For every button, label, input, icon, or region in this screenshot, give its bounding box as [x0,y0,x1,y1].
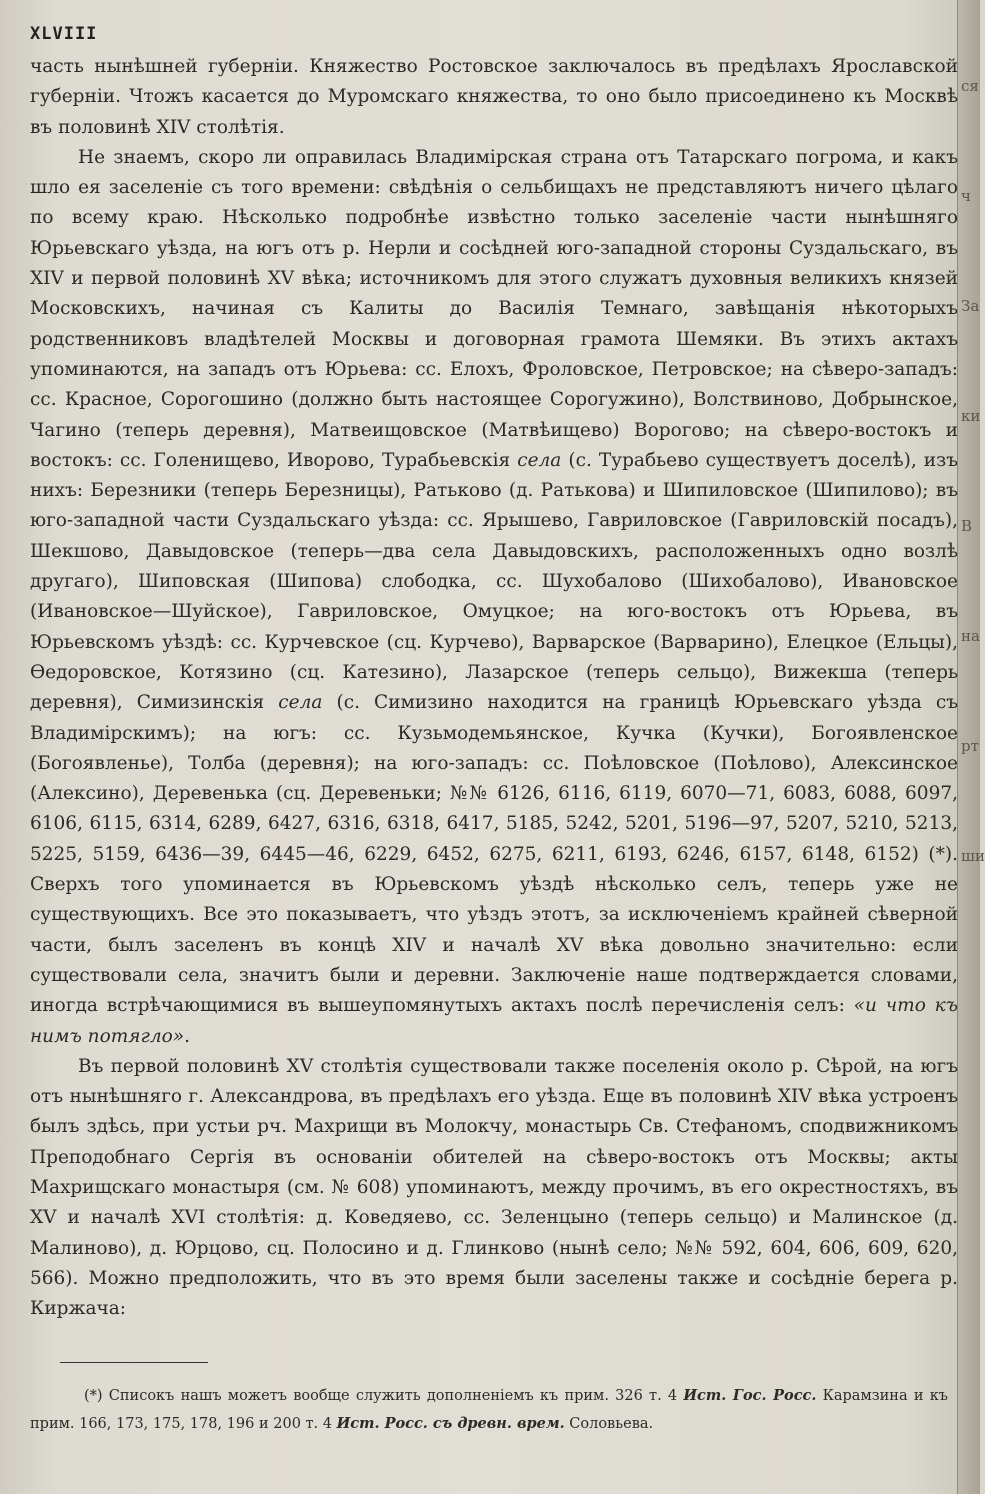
paragraph-seraya-river: Въ первой половинѣ XV столѣтія существовали также поселенія около р. Сѣрой, на югъ отъ нынѣшняго г. Александрова, въ предѣлахъ его уѣзда. Еще въ половинѣ XIV вѣка устроенъ былъ здѣсь, при устьи рч. Махрищи въ Молокчу, монастырь Св. Стефаномъ, сподвижникомъ Преподобнаго Сергія въ основаніи обителей на сѣверо-востокъ отъ Москвы; акты Махрищскаго монастыря (см. № 608) упоминаютъ, между прочимъ, въ его окрестностяхъ, въ XV и началѣ XVI столѣтія: д. Коведяево, сс. Зеленцыно (теперь сельцо) и Малинское (д. Малиново), д. Юрцово, сц. Полосино и д. Глинково (нынѣ село; №№ 592, 604, 606, 609, 620, 566). Можно предположить, что въ это время были заселены также и сосѣдніе берега р. Киржача: [30,1055,958,1320]
paragraph-text: Не знаемъ, скоро ли оправилась Владимірская страна отъ Татарскаго погрома, и какъ шло ея заселеніе съ того времени: свѣдѣнія о сельбищахъ не представляютъ ничего цѣлаго по всему краю. Нѣсколько подробнѣе извѣстно только заселеніе части нынѣшняго Юрьевскаго уѣзда, на югъ отъ р. Нерли и сосѣдней юго-западной стороны Суздальскаго, въ XIV и первой половинѣ XV вѣка; источникомъ для этого служатъ духовныя великихъ князей Московскихъ, начиная съ Калиты до Василія Темнаго, завѣщанія нѣкоторыхъ родственниковъ владѣтелей Москвы и договорная грамота Шемяки. Въ этихъ актахъ упоминаются, на западъ отъ Юрьева: сс. Елохъ, Фроловское, Петровское; на сѣверо-западъ: сс. Красное, Сорогошино (должно быть настоящее Сорогужино), Волствиново, Добрынское, Чагино (теперь деревня), Матвеищовское (Матвѣищево) Ворогово; на сѣверо-востокъ и востокъ: сс. Голенищево, Иворово, Турабьевскія [30,146,958,471]
margin-letter: ши [961,847,985,865]
margin-letter: ки [961,407,981,425]
paragraph-continuation: часть нынѣшней губерніи. Княжество Ростовское заключалось въ предѣлахъ Ярославской губерніи. Чтожъ касается до Муромскаго княжества, то оно было присоединено къ Москвѣ въ половинѣ XIV столѣтія. [30,56,958,138]
footnote-divider [60,1362,208,1363]
footnote-text: (*) Списокъ нашъ можетъ вообще служить дополненіемъ къ прим. 326 т. 4 [84,1388,678,1404]
italic-word: села [517,449,562,471]
margin-letter: на [961,627,980,645]
footnote-italic: Ист. Гос. Росс. [683,1387,817,1404]
paragraph-text: . [184,1025,190,1047]
footnote-text: Карамзина и къ прим. 166, 173, 175, 178, 196 и 200 т. 4 [30,1388,948,1432]
footnote-text: Соловьева. [569,1416,654,1432]
margin-letter: рт [961,737,979,755]
footnote-italic: Ист. Росс. съ древн. врем. [336,1415,565,1432]
footnote [30,1382,948,1438]
body-text [30,52,958,1324]
margin-letter: В [961,517,973,535]
page-number: XLVIII [30,24,98,44]
adjacent-page-edge [957,0,985,1494]
paragraph-text: (с. Симизино находится на границѣ Юрьевскаго уѣзда съ Владимірскимъ); на югъ: сс. Кузьмодемьянское, Кучка (Кучки), Богоявленское (Богоявленье), Толба (деревня); на юго-западъ: сс. Поѣловское (Поѣлово), Алексинское (Алексино), Деревенька (сц. Деревеньки; №№ 6126, 6116, 6119, 6070—71, 6083, 6088, 6097, 6106, 6115, 6314, 6289, 6427, 6316, 6318, 6417, 5185, 5242, 5201, 5196—97, 5207, 5210, 5213, 5225, 5159, 6436—39, 6445—46, 6229, 6452, 6275, 6211, 6193, 6246, 6157, 6148, 6152) (*). Сверхъ того упоминается въ Юрьевскомъ уѣздѣ нѣсколько селъ, теперь уже не существующихъ. Все это показываетъ, что уѣздъ этотъ, за исключеніемъ крайней сѣверной части, былъ заселенъ въ концѣ XIV и началѣ XV вѣка довольно значительно: если существовали села, значитъ были и деревни. Заключеніе наше подтверждается словами, иногда встрѣчающимися въ вышеупомянутыхъ актахъ послѣ перечисленія селъ: [30,692,959,1017]
paragraph-settlement-records [30,143,958,1052]
italic-word: села [278,692,323,714]
italic-quote: «и что къ нимъ потягло» [30,995,958,1047]
margin-letter: ч [961,187,971,205]
margin-letter: ся [961,77,979,95]
margin-letter: За [961,297,980,315]
paragraph-text: (с. Турабьево существуетъ доселѣ), изъ нихъ: Березники (теперь Березницы), Ратьково (д. Ратькова) и Шипиловское (Шипилово); въ юго-западной части Суздальскаго уѣзда: сс. Ярышево, Гавриловское (Гавриловскій посадъ), Шекшово, Давыдовское (теперь—два села Давыдовскихъ, расположенныхъ одно возлѣ другаго), Шиповская (Шипова) слободка, сс. Шухобалово (Шихобалово), Ивановское (Ивановское—Шуйское), Гавриловское, Омуцкое; на юго-востокъ отъ Юрьева, въ Юрьевскомъ уѣздѣ: сс. Курчевское (сц. Курчево), Варварское (Варварино), Елецкое (Ельцы), Ѳедоровское, Котязино (сц. Катезино), Лазарское (теперь сельцо), Вижекша (теперь деревня), Симизинскія [30,449,958,714]
